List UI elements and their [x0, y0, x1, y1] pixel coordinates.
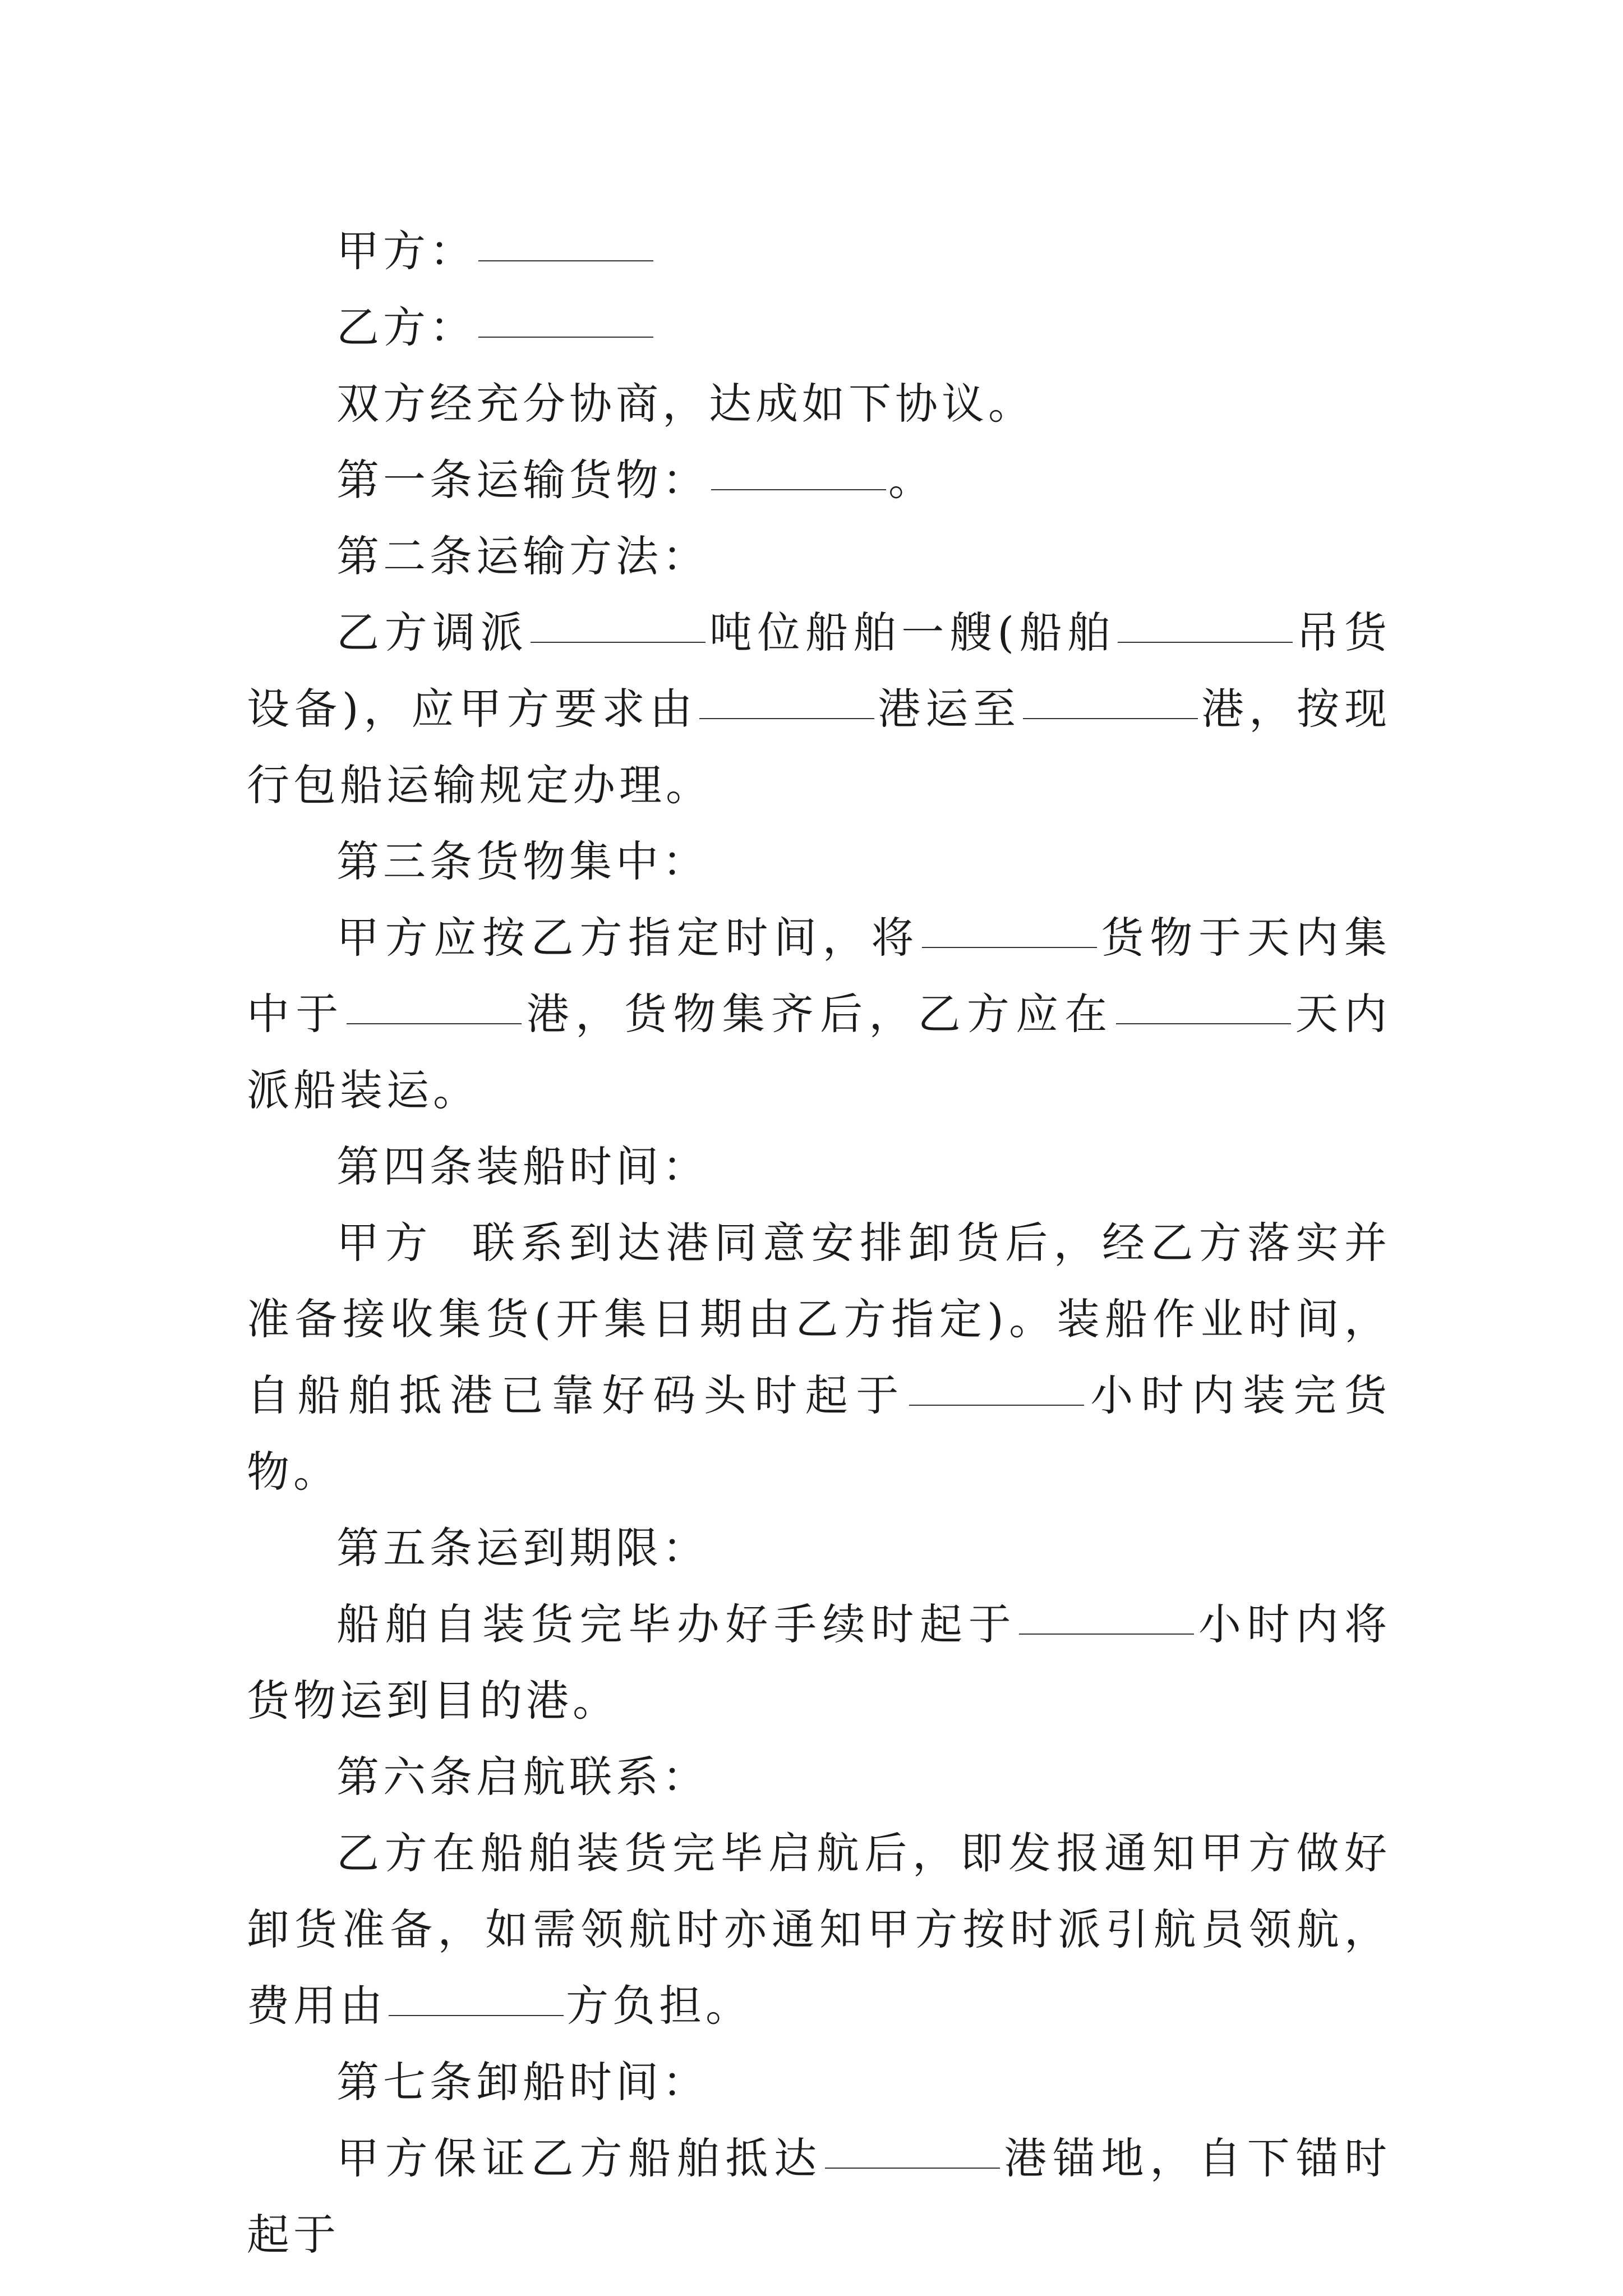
tonnage-blank — [531, 641, 706, 643]
article-3-text-d: 天内派船装运。 — [247, 989, 1391, 1115]
article-3-text-c: 港，货物集齐后，乙方应在 — [524, 989, 1114, 1039]
days-blank — [1116, 1023, 1291, 1024]
article-1-text: 第一条运输货物： — [336, 455, 709, 505]
article-2-text-a: 乙方调派 — [336, 608, 529, 657]
article-7-text-a: 甲方保证乙方船舶抵达 — [336, 2133, 823, 2183]
article-6-text-a: 乙方在船舶装货完毕启航后，即发报通知甲方做好卸货准备，如需领航时亦通知甲方按时派引航员领航，费用由 — [247, 1828, 1391, 2031]
anchorage-port-blank — [825, 2167, 1000, 2169]
party-a-blank — [478, 260, 653, 261]
article-3-text-a: 甲方应按乙方指定时间，将 — [336, 913, 920, 963]
article-1 — [247, 442, 1391, 518]
contract-body — [247, 213, 1391, 2273]
article-5-text-b: 小时内将货物运到目的港。 — [247, 1599, 1391, 1726]
article-4-title-text: 第四条装船时间： — [336, 1142, 709, 1191]
article-7-title — [247, 2044, 1391, 2120]
article-7-text-b: 港锚地，自下锚时起于 — [247, 2133, 1391, 2260]
article-7-body — [247, 2120, 1391, 2273]
article-2-text-d: 港运至 — [877, 684, 1021, 734]
article-1-blank — [711, 489, 886, 490]
party-b-label: 乙方： — [336, 302, 476, 352]
intro-paragraph — [247, 366, 1391, 442]
goods-blank — [922, 946, 1097, 948]
article-4-text-b: 小时内装完货物。 — [247, 1370, 1391, 1497]
article-6-title-text: 第六条启航联系： — [336, 1752, 709, 1802]
article-2-title — [247, 518, 1391, 595]
article-3-text-b: 货物于天内集中于 — [247, 913, 1391, 1039]
gathering-port-blank — [347, 1023, 522, 1024]
article-2-title-text: 第二条运输方法： — [336, 531, 709, 581]
party-a-label: 甲方： — [336, 226, 476, 276]
article-6-body — [247, 1815, 1391, 2044]
article-1-end: 。 — [888, 455, 935, 505]
article-5-text-a: 船舶自装货完毕办好手续时起于 — [336, 1599, 1017, 1649]
origin-port-blank — [699, 717, 874, 719]
article-3-title-text: 第三条货物集中： — [336, 836, 709, 886]
article-5-body — [247, 1586, 1391, 1739]
article-4-text-a: 甲方 联系到达港同意安排卸货后，经乙方落实并准备接收集货(开集日期由乙方指定)。装船作业时间，自船舶抵港已靠好码头时起于 — [247, 1218, 1391, 1420]
article-3-body — [247, 900, 1391, 1129]
party-a-line — [247, 213, 1391, 289]
loading-hours-blank — [909, 1404, 1084, 1406]
intro-text: 双方经充分协商，达成如下协议。 — [336, 379, 1035, 429]
transit-hours-blank — [1019, 1633, 1194, 1635]
article-6-title — [247, 1739, 1391, 1815]
article-4-body — [247, 1205, 1391, 1510]
fee-party-blank — [389, 2014, 564, 2016]
article-5-title — [247, 1510, 1391, 1586]
article-4-title — [247, 1129, 1391, 1205]
party-b-blank — [478, 336, 653, 338]
party-b-line — [247, 289, 1391, 366]
destination-port-blank — [1023, 717, 1198, 719]
article-2-text-b: 吨位船舶一艘(船舶 — [708, 608, 1115, 657]
crane-blank — [1118, 641, 1293, 643]
article-5-title-text: 第五条运到期限： — [336, 1523, 709, 1573]
article-7-title-text: 第七条卸船时间： — [336, 2057, 709, 2107]
article-2-body — [247, 595, 1391, 823]
article-3-title — [247, 823, 1391, 900]
article-6-text-b: 方负担。 — [566, 1981, 752, 2031]
article-2-text-e: 港，按现行包船运输规定办理。 — [247, 684, 1391, 810]
article-2-text-c: 吊货设备)，应甲方要求由 — [247, 608, 1391, 734]
